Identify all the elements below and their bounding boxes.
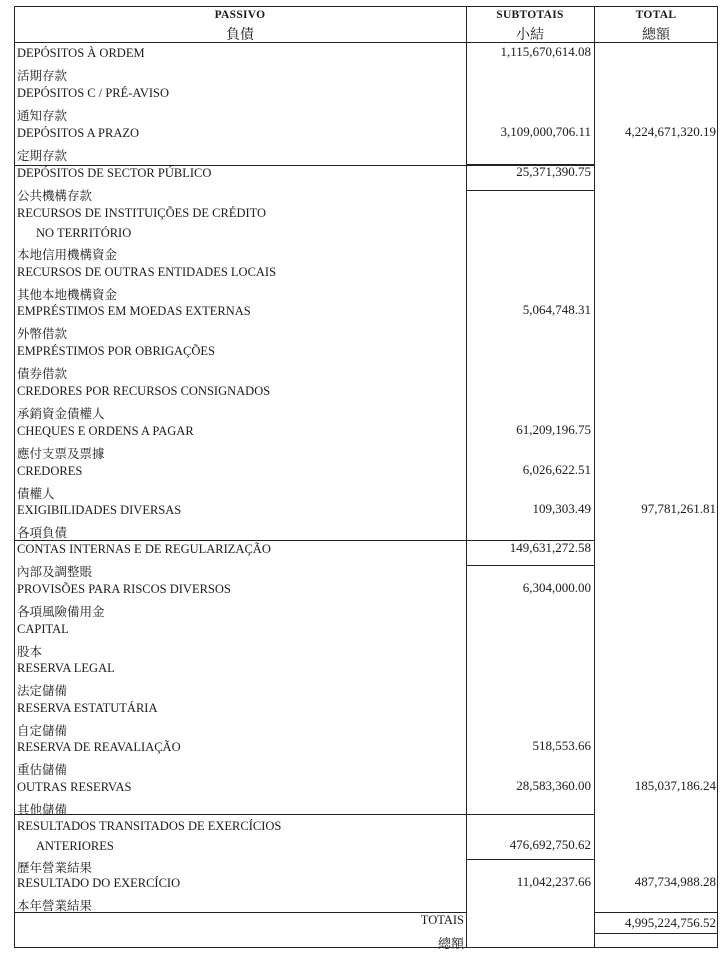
row-label-pt: PROVISÕES PARA RISCOS DIVERSOS <box>17 582 231 596</box>
row-label-pt: CHEQUES E ORDENS A PAGAR <box>17 424 194 438</box>
header-total-zh: 總額 <box>642 27 670 43</box>
row-subtotal-value: 28,583,360.00 <box>516 778 591 793</box>
row-label-pt: CREDORES <box>17 464 83 478</box>
row-label-pt: EMPRÉSTIMOS POR OBRIGAÇÕES <box>17 344 215 358</box>
row-subtotal-value: 3,109,000,706.11 <box>500 124 591 139</box>
row-subtotal-value: 518,553.66 <box>532 738 591 753</box>
header-total: TOTAL <box>635 9 677 21</box>
row-label-zh: 歷年營業結果 <box>17 860 93 875</box>
row-label-zh: 公共機構存款 <box>17 188 93 203</box>
row-label-zh: 其他儲備 <box>17 802 68 817</box>
row-label-zh: 應付支票及票據 <box>17 446 105 461</box>
row-label-pt: RESERVA LEGAL <box>17 661 115 675</box>
row-label-zh: 債權人 <box>17 486 55 501</box>
row-label-zh: 股本 <box>17 644 43 659</box>
row-divider <box>14 540 467 541</box>
row-label-zh: 各項風險備用金 <box>17 604 105 619</box>
table-right-border <box>717 6 718 948</box>
header-subtotais: SUBTOTAIS <box>496 9 564 21</box>
row-subtotal-value: 61,209,196.75 <box>516 422 591 437</box>
header-subtotais-zh: 小結 <box>516 27 544 43</box>
row-label-zh: 自定儲備 <box>17 723 68 738</box>
row-label-pt: RESERVA ESTATUTÁRIA <box>17 701 158 715</box>
row-subtotal-value: 149,631,272.58 <box>509 540 591 555</box>
totals-label-zh: 總額 <box>437 937 464 952</box>
row-label-pt: DEPÓSITOS C / PRÉ-AVISO <box>17 86 170 100</box>
row-subtotal-value: 5,064,748.31 <box>522 302 591 317</box>
totals-label: TOTAIS <box>420 913 464 927</box>
row-subtotal-value: 6,304,000.00 <box>522 580 591 595</box>
row-label-zh: 內部及調整賬 <box>17 564 93 579</box>
balance-sheet-table <box>14 6 718 954</box>
row-total-value: 97,781,261.81 <box>641 501 716 516</box>
row-label-pt: CAPITAL <box>17 622 69 636</box>
row-label-pt: OUTRAS RESERVAS <box>17 780 132 794</box>
row-label-zh: 各項負債 <box>17 525 68 540</box>
row-subtotal-value: 11,042,237.66 <box>516 874 591 889</box>
row-label-pt: DEPÓSITOS DE SECTOR PÚBLICO <box>17 166 212 180</box>
subtotal-box-deposits <box>466 42 595 165</box>
row-label-zh: 債券借款 <box>17 366 68 381</box>
grand-total-value: 4,995,224,756.52 <box>625 915 716 930</box>
row-total-value: 185,037,186.24 <box>634 778 716 793</box>
row-label-pt: RESULTADOS TRANSITADOS DE EXERCÍCIOS <box>17 819 282 833</box>
row-label-zh: 承銷資金債權人 <box>17 406 105 421</box>
row-subtotal-value: 109,303.49 <box>532 501 591 516</box>
row-subtotal-value: 6,026,622.51 <box>522 462 591 477</box>
row-label-pt: RESERVA DE REAVALIAÇÃO <box>17 740 181 754</box>
row-subtotal-value: 476,692,750.62 <box>509 837 591 852</box>
header-passivo: PASSIVO <box>214 9 266 21</box>
row-total-value: 487,734,988.28 <box>634 874 716 889</box>
row-label-zh: 活期存款 <box>17 68 68 83</box>
table-left-border <box>14 6 15 948</box>
row-label-pt: RECURSOS DE OUTRAS ENTIDADES LOCAIS <box>17 265 277 279</box>
row-label-zh: 本地信用機構資金 <box>17 247 118 262</box>
header-passivo-zh: 負債 <box>226 27 254 43</box>
row-label-pt: EXIGIBILIDADES DIVERSAS <box>17 503 182 517</box>
row-label-pt: RESULTADO DO EXERCÍCIO <box>17 876 181 890</box>
row-label-zh: 其他本地機構資金 <box>17 287 118 302</box>
row-label-zh: 外幣借款 <box>17 326 68 341</box>
table-top-border <box>14 6 718 7</box>
row-label-zh: 本年營業結果 <box>17 898 93 913</box>
row-label-pt: EMPRÉSTIMOS EM MOEDAS EXTERNAS <box>17 304 251 318</box>
row-label-pt: RECURSOS DE INSTITUIÇÕES DE CRÉDITO <box>17 206 267 220</box>
row-subtotal-value: 25,371,390.75 <box>516 164 591 179</box>
row-label-pt-continued: NO TERRITÓRIO <box>36 226 132 240</box>
row-label-pt-continued: ANTERIORES <box>36 839 114 853</box>
row-label-zh: 定期存款 <box>17 148 68 163</box>
row-label-pt: CONTAS INTERNAS E DE REGULARIZAÇÃO <box>17 542 271 556</box>
row-subtotal-value: 1,115,670,614.08 <box>500 44 591 59</box>
row-label-pt: CREDORES POR RECURSOS CONSIGNADOS <box>17 384 271 398</box>
row-divider <box>14 814 467 815</box>
row-label-pt: DEPÓSITOS À ORDEM <box>17 46 145 60</box>
row-label-zh: 法定儲備 <box>17 683 68 698</box>
row-label-zh: 重估儲備 <box>17 762 68 777</box>
row-label-zh: 通知存款 <box>17 108 68 123</box>
row-total-value: 4,224,671,320.19 <box>625 124 716 139</box>
row-label-pt: DEPÓSITOS A PRAZO <box>17 126 140 140</box>
